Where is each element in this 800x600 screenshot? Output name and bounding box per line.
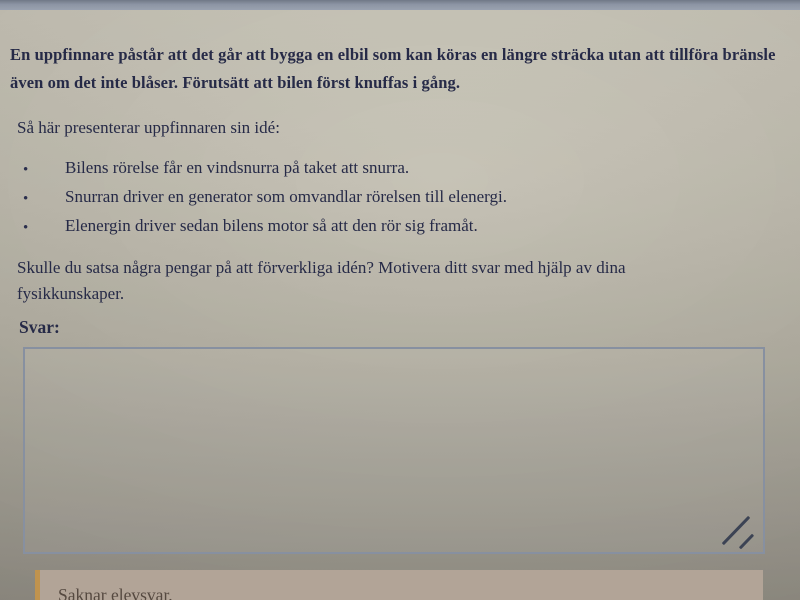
answer-area [23,347,765,554]
list-item [23,211,800,240]
resize-grip-line [739,534,754,550]
answer-label: Svar: [19,317,60,337]
task-question-text: Skulle du satsa några pengar på att förverkliga idén? Motivera ditt svar med hjälp av dina fysikkunskaper. [17,258,626,303]
answer-textarea[interactable] [23,347,765,554]
bullet-icon: • [23,220,29,236]
list-item-text: Bilens rörelse får en vindsnurra på taket att snurra. [65,158,410,177]
status-text: Saknar elevsvar. [58,585,173,600]
idea-heading: Så här presenterar uppfinnaren sin idé: [17,118,280,137]
list-item-text: Snurran driver en generator som omvandlar rörelsen till elenergi. [65,187,508,206]
idea-list [0,153,800,240]
resize-handle-icon[interactable] [716,512,762,552]
window-top-strip [0,0,800,10]
list-item [23,182,800,211]
question-intro-text: En uppfinnare påstår att det går att bygga en elbil som kan köras en längre sträcka utan att tillföra bränsle även om det inte blåser. Förutsätt att bilen först knuffas i gång. [10,45,776,92]
list-item [23,153,800,182]
list-item-text: Elenergin driver sedan bilens motor så att den rör sig framåt. [65,216,478,235]
bullet-icon: • [23,162,29,178]
status-banner [35,570,763,600]
bullet-icon: • [23,191,29,207]
